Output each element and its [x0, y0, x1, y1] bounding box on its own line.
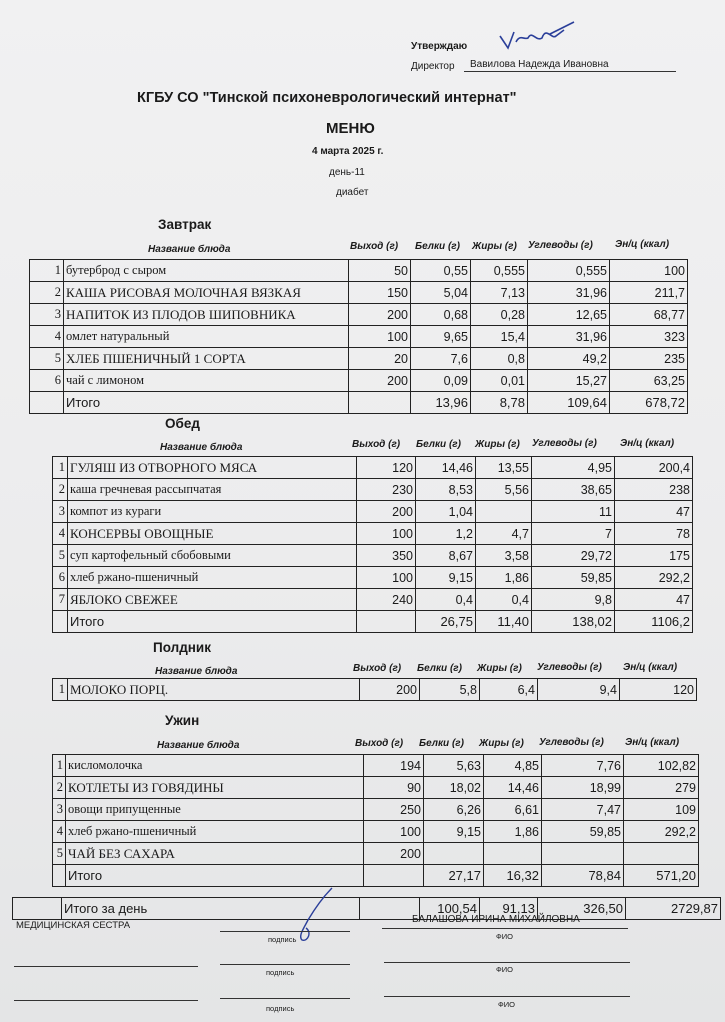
dish-name: компот из кураги [68, 501, 357, 523]
dish-carbs: 59,85 [542, 821, 624, 843]
table-row [53, 501, 693, 523]
table-row [53, 589, 693, 611]
table-row [30, 348, 688, 370]
dish-carbs: 31,96 [528, 282, 610, 304]
dish-fat: 15,4 [471, 326, 528, 348]
col-header-out: Выход (г) [353, 663, 402, 674]
dish-energy: 279 [624, 777, 699, 799]
dish-protein: 18,02 [424, 777, 484, 799]
dish-carbs: 9,4 [538, 679, 620, 701]
total-row [53, 865, 699, 887]
dish-energy: 292,2 [624, 821, 699, 843]
total-label: Итого [68, 611, 357, 633]
dish-name: бутерброд с сыром [64, 260, 349, 282]
table-row [53, 457, 693, 479]
dish-energy: 292,2 [615, 567, 693, 589]
dish-protein [424, 843, 484, 865]
dish-fat: 4,85 [484, 755, 542, 777]
section-title-snack: Полдник [153, 640, 211, 655]
total-row [30, 392, 688, 414]
dish-output: 100 [357, 567, 416, 589]
dish-carbs: 11 [532, 501, 615, 523]
dish-output: 120 [357, 457, 416, 479]
total-fat: 11,40 [476, 611, 532, 633]
dish-protein: 0,68 [411, 304, 471, 326]
dish-energy: 68,77 [610, 304, 688, 326]
col-header-name: Название блюда [155, 666, 238, 677]
dish-name: кисломолочка [66, 755, 364, 777]
day-total-output-cell [360, 898, 420, 920]
dish-protein: 8,67 [416, 545, 476, 567]
total-fat: 16,32 [484, 865, 542, 887]
dish-energy: 120 [620, 679, 697, 701]
dish-name: МОЛОКО ПОРЦ. [68, 679, 360, 701]
section-title-breakfast: Завтрак [158, 217, 212, 232]
dish-name: ХЛЕБ ПШЕНИЧНЫЙ 1 СОРТА [64, 348, 349, 370]
dish-output: 194 [364, 755, 424, 777]
col-header-c: Углеводы (г) [528, 240, 593, 251]
col-header-name: Название блюда [160, 442, 243, 453]
dish-protein: 0,09 [411, 370, 471, 392]
dish-energy: 238 [615, 479, 693, 501]
dish-energy: 102,82 [624, 755, 699, 777]
dish-fat: 4,7 [476, 523, 532, 545]
dish-fat: 7,13 [471, 282, 528, 304]
dish-energy: 100 [610, 260, 688, 282]
dish-name: суп картофельный сбобовыми [68, 545, 357, 567]
table-row [53, 679, 697, 701]
col-header-c: Углеводы (г) [539, 737, 604, 748]
table-row [53, 821, 699, 843]
row-index: 5 [53, 843, 66, 865]
col-header-f: Жиры (г) [475, 439, 520, 450]
total-carbs: 78,84 [542, 865, 624, 887]
dish-protein: 14,46 [416, 457, 476, 479]
dish-output: 90 [364, 777, 424, 799]
dish-output: 20 [349, 348, 411, 370]
col-header-f: Жиры (г) [479, 738, 524, 749]
col-header-p: Белки (г) [417, 663, 462, 674]
row-index: 4 [53, 821, 66, 843]
dish-carbs: 0,555 [528, 260, 610, 282]
dish-protein: 9,65 [411, 326, 471, 348]
dish-name: ЧАЙ БЕЗ САХАРА [66, 843, 364, 865]
dish-name: овощи припущенные [66, 799, 364, 821]
dish-output: 350 [357, 545, 416, 567]
dish-name: КОТЛЕТЫ ИЗ ГОВЯДИНЫ [66, 777, 364, 799]
director-label: Директор [411, 61, 455, 72]
dish-protein: 5,63 [424, 755, 484, 777]
dish-fat: 5,56 [476, 479, 532, 501]
dish-carbs [542, 843, 624, 865]
dish-name: НАПИТОК ИЗ ПЛОДОВ ШИПОВНИКА [64, 304, 349, 326]
col-header-p: Белки (г) [419, 738, 464, 749]
row-index: 3 [53, 501, 68, 523]
total-fat: 8,78 [471, 392, 528, 414]
total-carbs: 138,02 [532, 611, 615, 633]
col-header-e: Эн/ц (ккал) [625, 737, 680, 748]
breakfast-table [29, 259, 688, 414]
total-index-cell [53, 611, 68, 633]
dish-carbs: 38,65 [532, 479, 615, 501]
signature-line-3 [220, 998, 350, 999]
dish-energy: 323 [610, 326, 688, 348]
snack-table [52, 678, 697, 701]
signature-line-1 [220, 931, 350, 932]
dish-carbs: 59,85 [532, 567, 615, 589]
row-index: 1 [53, 457, 68, 479]
dish-fat: 0,01 [471, 370, 528, 392]
row-index: 6 [53, 567, 68, 589]
dish-fat: 6,61 [484, 799, 542, 821]
dish-fat: 14,46 [484, 777, 542, 799]
table-row [53, 777, 699, 799]
dish-energy: 47 [615, 589, 693, 611]
total-energy: 1106,2 [615, 611, 693, 633]
dish-output: 200 [349, 370, 411, 392]
total-index-cell [30, 392, 64, 414]
col-header-c: Углеводы (г) [532, 438, 597, 449]
nurse-label: МЕДИЦИНСКАЯ СЕСТРА [16, 920, 131, 931]
table-row [30, 282, 688, 304]
dish-fat: 0,4 [476, 589, 532, 611]
director-line [464, 71, 676, 72]
dish-name: каша гречневая рассыпчатая [68, 479, 357, 501]
section-title-lunch: Обед [165, 416, 200, 431]
dish-energy: 78 [615, 523, 693, 545]
dish-protein: 8,53 [416, 479, 476, 501]
day-total-protein: 100,54 [420, 898, 480, 920]
table-row [53, 545, 693, 567]
org-name: КГБУ СО "Тинской психоневрологический интернат" [137, 90, 517, 106]
sign-caption-2: подпись [266, 968, 295, 977]
dish-output: 100 [349, 326, 411, 348]
dish-protein: 9,15 [424, 821, 484, 843]
dish-energy: 47 [615, 501, 693, 523]
day-total-energy: 2729,87 [626, 898, 721, 920]
approve-label: Утверждаю [411, 41, 468, 52]
row-index: 1 [53, 679, 68, 701]
fio-caption-2: ФИО [496, 965, 513, 974]
table-row [53, 479, 693, 501]
role-line-3 [14, 1000, 198, 1001]
table-row [30, 370, 688, 392]
col-header-out: Выход (г) [355, 738, 404, 749]
col-header-name: Название блюда [148, 244, 231, 255]
menu-date: 4 марта 2025 г. [312, 146, 384, 157]
dish-output: 200 [349, 304, 411, 326]
director-name: Вавилова Надежда Ивановна [470, 59, 609, 70]
row-index: 1 [30, 260, 64, 282]
dish-output: 50 [349, 260, 411, 282]
dish-fat: 0,8 [471, 348, 528, 370]
dish-output: 240 [357, 589, 416, 611]
day-total-index-cell [13, 898, 62, 920]
day-total-fat: 91,13 [480, 898, 538, 920]
fio-line-1 [382, 928, 628, 929]
dish-output: 100 [357, 523, 416, 545]
dish-protein: 1,04 [416, 501, 476, 523]
dish-energy: 175 [615, 545, 693, 567]
col-header-e: Эн/ц (ккал) [623, 662, 678, 673]
dish-protein: 5,8 [420, 679, 480, 701]
role-line-2 [14, 966, 198, 967]
dish-fat [476, 501, 532, 523]
col-header-name: Название блюда [157, 740, 240, 751]
total-energy: 571,20 [624, 865, 699, 887]
col-header-f: Жиры (г) [472, 241, 517, 252]
dish-fat: 6,4 [480, 679, 538, 701]
table-row [53, 567, 693, 589]
director-signature [494, 18, 584, 52]
dish-output: 150 [349, 282, 411, 304]
total-output-cell [357, 611, 416, 633]
dish-protein: 6,26 [424, 799, 484, 821]
dish-name: КОНСЕРВЫ ОВОЩНЫЕ [68, 523, 357, 545]
row-index: 4 [53, 523, 68, 545]
day-total-row [13, 898, 721, 920]
dish-fat: 0,555 [471, 260, 528, 282]
row-index: 6 [30, 370, 64, 392]
col-header-p: Белки (г) [416, 439, 461, 450]
fio-caption-1: ФИО [496, 932, 513, 941]
lunch-table [52, 456, 693, 633]
fio-line-3 [384, 996, 630, 997]
total-output-cell [364, 865, 424, 887]
dish-carbs: 31,96 [528, 326, 610, 348]
day-total-carbs: 326,50 [538, 898, 626, 920]
total-energy: 678,72 [610, 392, 688, 414]
col-header-f: Жиры (г) [477, 663, 522, 674]
row-index: 7 [53, 589, 68, 611]
row-index: 5 [53, 545, 68, 567]
dish-output: 100 [364, 821, 424, 843]
dish-carbs: 9,8 [532, 589, 615, 611]
dish-name: ГУЛЯШ ИЗ ОТВОРНОГО МЯСА [68, 457, 357, 479]
dish-energy: 200,4 [615, 457, 693, 479]
dish-carbs: 29,72 [532, 545, 615, 567]
page-title: МЕНЮ [326, 120, 375, 137]
sign-caption-3: подпись [266, 1004, 295, 1013]
dish-fat: 0,28 [471, 304, 528, 326]
signature-line-2 [220, 964, 350, 965]
dish-name: ЯБЛОКО СВЕЖЕЕ [68, 589, 357, 611]
dish-protein: 1,2 [416, 523, 476, 545]
dish-name: КАША РИСОВАЯ МОЛОЧНАЯ ВЯЗКАЯ [64, 282, 349, 304]
dish-carbs: 7 [532, 523, 615, 545]
fio-caption-3: ФИО [498, 1000, 515, 1009]
nurse-signature [292, 884, 342, 946]
dish-carbs: 4,95 [532, 457, 615, 479]
dish-energy [624, 843, 699, 865]
total-carbs: 109,64 [528, 392, 610, 414]
dish-output: 200 [360, 679, 420, 701]
dish-fat [484, 843, 542, 865]
dish-carbs: 7,47 [542, 799, 624, 821]
dish-protein: 0,4 [416, 589, 476, 611]
dish-energy: 63,25 [610, 370, 688, 392]
dish-energy: 109 [624, 799, 699, 821]
table-row [53, 523, 693, 545]
col-header-out: Выход (г) [350, 241, 399, 252]
dish-fat: 3,58 [476, 545, 532, 567]
dish-name: чай с лимоном [64, 370, 349, 392]
dish-name: омлет натуральный [64, 326, 349, 348]
total-label: Итого [66, 865, 364, 887]
dish-protein: 7,6 [411, 348, 471, 370]
menu-day: день-11 [329, 167, 365, 178]
total-protein: 26,75 [416, 611, 476, 633]
table-row [53, 799, 699, 821]
row-index: 3 [53, 799, 66, 821]
row-index: 2 [53, 479, 68, 501]
col-header-out: Выход (г) [352, 439, 401, 450]
total-label: Итого [64, 392, 349, 414]
col-header-e: Эн/ц (ккал) [620, 438, 675, 449]
dish-energy: 211,7 [610, 282, 688, 304]
menu-diet: диабет [336, 187, 369, 198]
dish-carbs: 12,65 [528, 304, 610, 326]
total-protein: 13,96 [411, 392, 471, 414]
day-total-table [12, 897, 721, 920]
section-title-dinner: Ужин [165, 713, 200, 728]
col-header-e: Эн/ц (ккал) [615, 239, 670, 250]
col-header-p: Белки (г) [415, 241, 460, 252]
row-index: 5 [30, 348, 64, 370]
row-index: 2 [53, 777, 66, 799]
dish-fat: 1,86 [476, 567, 532, 589]
table-row [30, 304, 688, 326]
row-index: 2 [30, 282, 64, 304]
dish-carbs: 18,99 [542, 777, 624, 799]
dish-output: 200 [357, 501, 416, 523]
dish-carbs: 7,76 [542, 755, 624, 777]
nurse-name: БАЛАШОВА ИРИНА МИХАЙЛОВНА [412, 914, 580, 925]
dish-fat: 13,55 [476, 457, 532, 479]
dinner-table [52, 754, 699, 887]
row-index: 1 [53, 755, 66, 777]
row-index: 4 [30, 326, 64, 348]
dish-protein: 5,04 [411, 282, 471, 304]
table-row [30, 326, 688, 348]
dish-fat: 1,86 [484, 821, 542, 843]
dish-carbs: 49,2 [528, 348, 610, 370]
fio-line-2 [384, 962, 630, 963]
dish-carbs: 15,27 [528, 370, 610, 392]
dish-protein: 0,55 [411, 260, 471, 282]
table-row [30, 260, 688, 282]
total-row [53, 611, 693, 633]
total-protein: 27,17 [424, 865, 484, 887]
total-output-cell [349, 392, 411, 414]
dish-output: 250 [364, 799, 424, 821]
sign-caption-1: подпись [268, 935, 297, 944]
row-index: 3 [30, 304, 64, 326]
total-index-cell [53, 865, 66, 887]
col-header-c: Углеводы (г) [537, 662, 602, 673]
dish-name: хлеб ржано-пшеничный [66, 821, 364, 843]
table-row [53, 755, 699, 777]
dish-output: 230 [357, 479, 416, 501]
table-row [53, 843, 699, 865]
dish-protein: 9,15 [416, 567, 476, 589]
dish-name: хлеб ржано-пшеничный [68, 567, 357, 589]
dish-energy: 235 [610, 348, 688, 370]
dish-output: 200 [364, 843, 424, 865]
day-total-label: Итого за день [62, 898, 360, 920]
